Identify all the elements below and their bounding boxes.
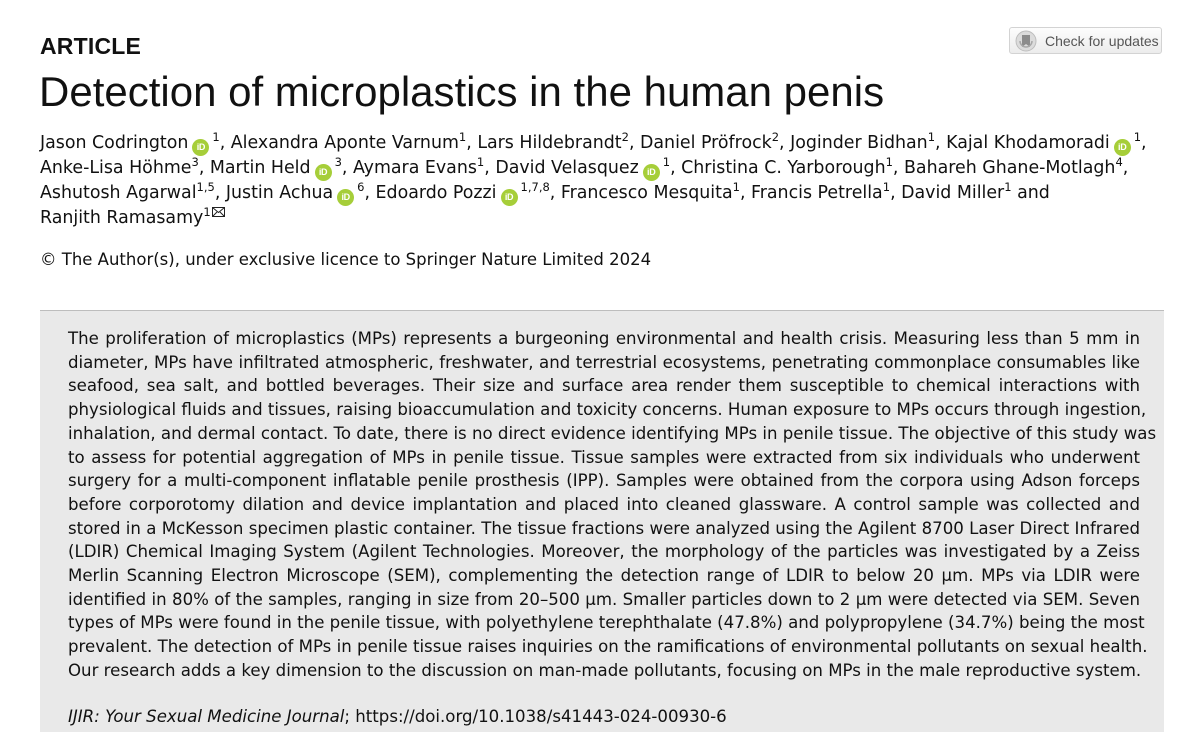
bookmark-icon: [1015, 30, 1037, 52]
author-separator: ,: [549, 183, 561, 203]
abstract-line: physiological fluids and tissues, raising bioaccumulation and toxicity concerns. Human exposure to MPs occurs through ingestion,: [68, 400, 1147, 420]
affiliation-number: 6: [357, 180, 365, 194]
author-name[interactable]: Martin Held: [209, 158, 311, 178]
email-icon[interactable]: [212, 207, 225, 217]
copyright-notice: © The Author(s), under exclusive licence to Springer Nature Limited 2024: [40, 250, 652, 269]
author-separator: ,: [484, 158, 496, 178]
author-separator: ,: [892, 158, 904, 178]
author-separator: ,: [1122, 158, 1129, 178]
affiliation-number: 1: [476, 155, 485, 169]
author-name[interactable]: Joginder Bidhan: [790, 133, 928, 153]
orcid-icon[interactable]: iD: [643, 164, 660, 181]
abstract-line: prevalent. The detection of MPs in penile tissue raises inquiries on the ramifications of environmental pollutants on sexual health.: [68, 637, 1148, 657]
affiliation-number: 1: [732, 180, 740, 194]
author-separator: ,: [198, 158, 210, 178]
author-name[interactable]: Christina C. Yarborough: [681, 158, 886, 178]
abstract-line: stored in a McKesson specimen plastic container. The tissue fractions were analyzed using the Agilent 8700 Laser Direct Infrared: [68, 518, 1140, 538]
abstract-line: to assess for potential aggregation of MPs in penile tissue. Tissue samples were extracted from six individuals who underwent: [68, 447, 1140, 467]
author-separator: ,: [890, 183, 902, 203]
orcid-icon[interactable]: iD: [501, 189, 518, 206]
author-separator: ,: [466, 133, 478, 153]
affiliation-number: 1: [882, 180, 891, 194]
author-name[interactable]: Francis Petrella: [751, 183, 883, 203]
author-separator: ,: [670, 158, 682, 178]
author-name[interactable]: Bahareh Ghane-Motlagh: [903, 158, 1116, 178]
abstract-line: The proliferation of microplastics (MPs) represents a burgeoning environmental and health crisis. Measuring less than 5 mm in: [68, 329, 1140, 348]
citation-separator: ;: [344, 707, 356, 726]
author-name[interactable]: Daniel Pröfrock: [640, 133, 772, 153]
author-separator: ,: [214, 183, 226, 203]
author-separator: and: [1011, 183, 1050, 203]
author-separator: ,: [364, 183, 376, 203]
abstract-text: [68, 327, 1157, 683]
doi-link[interactable]: https://doi.org/10.1038/s41443-024-00930-6: [355, 707, 727, 726]
orcid-icon[interactable]: iD: [1114, 139, 1131, 156]
author-name[interactable]: Aymara Evans: [352, 158, 477, 178]
orcid-icon[interactable]: iD: [337, 189, 354, 206]
author-name[interactable]: David Miller: [901, 183, 1005, 203]
author-separator: ,: [219, 133, 231, 153]
affiliation-number: 1: [203, 205, 211, 219]
author-name[interactable]: Kajal Khodamoradi: [946, 133, 1110, 153]
abstract-line: surgery for a multi-component inflatable penile prosthesis (IPP). Samples were obtained from the corpora using Adson forceps: [68, 471, 1140, 491]
author-separator: ,: [779, 133, 791, 153]
author-list: [40, 131, 1155, 231]
author-name[interactable]: David Velasquez: [495, 158, 639, 178]
abstract-line: diameter, MPs have infiltrated atmospheric, freshwater, and terrestrial ecosystems, penetrating commonplace consumables like: [68, 352, 1140, 372]
orcid-icon[interactable]: iD: [315, 164, 332, 181]
affiliation-number: 1: [1133, 130, 1142, 144]
abstract-line: types of MPs were found in the penile tissue, with polyethylene terephthalate (47.8%) and polypropylene (34.7%) being the most: [68, 613, 1145, 633]
affiliation-number: 1: [885, 155, 893, 169]
affiliation-number: 1,5: [196, 180, 215, 194]
abstract-line: before corporotomy dilation and device implantation and placed into cleaned glassware. A control sample was collected and: [68, 494, 1140, 514]
citation: [68, 707, 727, 726]
abstract-line: seafood, sea salt, and bottled beverages. Their size and surface area render them susceptible to chemical interactions with: [68, 376, 1140, 396]
abstract-line: Merlin Scanning Electron Microscope (SEM), complementing the detection range of LDIR to below 20 μm. MPs via LDIR were: [68, 566, 1140, 586]
affiliation-number: 1: [458, 130, 467, 144]
abstract-line: Our research adds a key dimension to the discussion on man-made pollutants, focusing on MPs in the male reproductive system.: [68, 660, 1142, 680]
section-label: ARTICLE: [40, 33, 142, 59]
article-title: Detection of microplastics in the human penis: [39, 68, 885, 115]
affiliation-number: 1: [662, 155, 671, 169]
abstract-line: inhalation, and dermal contact. To date, there is no direct evidence identifying MPs in penile tissue. The objective of this study was: [68, 423, 1157, 443]
affiliation-number: 2: [771, 130, 780, 144]
author-separator: ,: [1141, 133, 1147, 153]
author-name[interactable]: Edoardo Pozzi: [375, 183, 497, 203]
check-for-updates-label: Check for updates: [1045, 32, 1159, 49]
abstract-line: (LDIR) Chemical Imaging System (Agilent Technologies. Moreover, the morphology of the particles was investigated by a Zeiss: [68, 542, 1140, 562]
affiliation-number: 1: [212, 130, 220, 144]
author-name[interactable]: Anke-Lisa Höhme: [40, 158, 192, 178]
orcid-icon[interactable]: iD: [192, 139, 209, 156]
author-separator: ,: [739, 183, 751, 203]
author-line: [40, 131, 1155, 156]
author-name[interactable]: Lars Hildebrandt: [477, 133, 622, 153]
author-line: [40, 206, 1155, 231]
affiliation-number: 1: [927, 130, 936, 144]
affiliation-number: 2: [621, 130, 629, 144]
affiliation-number: 1: [1004, 180, 1012, 194]
author-line: [40, 181, 1155, 206]
check-for-updates-button[interactable]: [1009, 27, 1162, 54]
author-name[interactable]: Ashutosh Agarwal: [40, 183, 197, 203]
abstract-line: identified in 80% of the samples, ranging in size from 20–500 μm. Smaller particles down to 2 μm were detected via SEM. Seven: [68, 589, 1140, 609]
affiliation-number: 3: [191, 155, 199, 169]
author-separator: ,: [935, 133, 947, 153]
author-name[interactable]: Jason Codrington: [40, 133, 189, 153]
author-separator: ,: [628, 133, 640, 153]
affiliation-number: 4: [1115, 155, 1123, 169]
author-line: [40, 156, 1155, 181]
author-separator: ,: [341, 158, 353, 178]
author-name[interactable]: Alexandra Aponte Varnum: [230, 133, 459, 153]
abstract-box: [40, 310, 1164, 732]
journal-name: IJIR: Your Sexual Medicine Journal: [68, 707, 345, 726]
author-name[interactable]: Ranjith Ramasamy: [40, 208, 204, 228]
affiliation-number: 1,7,8: [520, 180, 550, 194]
author-name[interactable]: Francesco Mesquita: [560, 183, 733, 203]
author-name[interactable]: Justin Achua: [225, 183, 334, 203]
affiliation-number: 3: [334, 155, 342, 169]
